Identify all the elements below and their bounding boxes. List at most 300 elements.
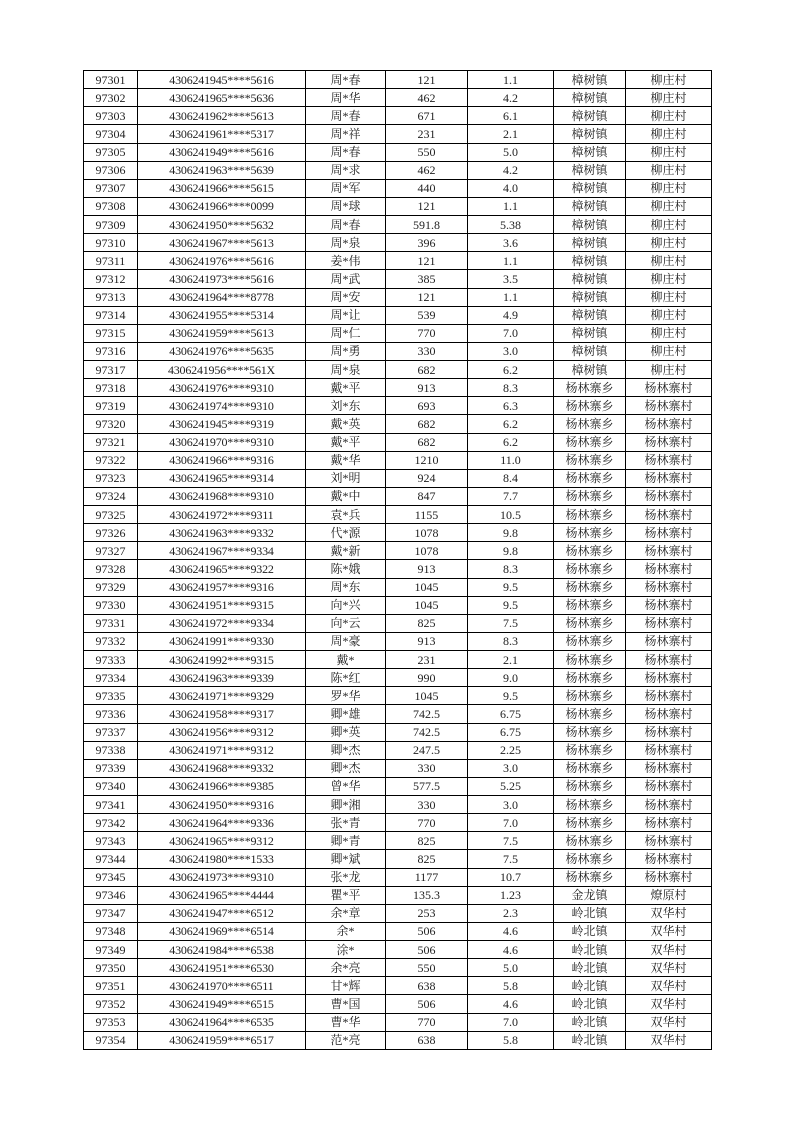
amount-cell: 638 xyxy=(386,977,468,995)
name-cell: 余*章 xyxy=(306,904,386,922)
village-cell: 柳庄村 xyxy=(626,143,712,161)
village-cell: 柳庄村 xyxy=(626,107,712,125)
amount-cell: 1155 xyxy=(386,506,468,524)
township-cell: 樟树镇 xyxy=(554,234,626,252)
table-row xyxy=(84,71,712,89)
name-cell: 张*龙 xyxy=(306,868,386,886)
township-cell: 杨林寨乡 xyxy=(554,832,626,850)
area-cell: 4.2 xyxy=(468,161,554,179)
name-cell: 戴*平 xyxy=(306,379,386,397)
area-cell: 8.3 xyxy=(468,379,554,397)
village-cell: 杨林寨村 xyxy=(626,759,712,777)
id-number-cell: 4306241973****5616 xyxy=(138,270,306,288)
name-cell: 周*军 xyxy=(306,179,386,197)
township-cell: 杨林寨乡 xyxy=(554,705,626,723)
area-cell: 6.75 xyxy=(468,705,554,723)
id-number-cell: 4306241949****5616 xyxy=(138,143,306,161)
township-cell: 岭北镇 xyxy=(554,977,626,995)
name-cell: 戴*新 xyxy=(306,542,386,560)
amount-cell: 253 xyxy=(386,904,468,922)
id-number-cell: 4306241971****9329 xyxy=(138,687,306,705)
amount-cell: 1045 xyxy=(386,596,468,614)
table-row xyxy=(84,451,712,469)
amount-cell: 693 xyxy=(386,397,468,415)
serial-number-cell: 97306 xyxy=(84,161,138,179)
township-cell: 樟树镇 xyxy=(554,252,626,270)
serial-number-cell: 97340 xyxy=(84,777,138,795)
table-row xyxy=(84,977,712,995)
area-cell: 9.5 xyxy=(468,687,554,705)
table-row xyxy=(84,796,712,814)
amount-cell: 121 xyxy=(386,71,468,89)
amount-cell: 913 xyxy=(386,560,468,578)
village-cell: 杨林寨村 xyxy=(626,578,712,596)
village-cell: 杨林寨村 xyxy=(626,723,712,741)
amount-cell: 770 xyxy=(386,324,468,342)
id-number-cell: 4306241959****6517 xyxy=(138,1031,306,1049)
area-cell: 1.1 xyxy=(468,288,554,306)
village-cell: 柳庄村 xyxy=(626,306,712,324)
id-number-cell: 4306241947****6512 xyxy=(138,904,306,922)
amount-cell: 506 xyxy=(386,995,468,1013)
village-cell: 燎原村 xyxy=(626,886,712,904)
name-cell: 刘*东 xyxy=(306,397,386,415)
township-cell: 杨林寨乡 xyxy=(554,506,626,524)
village-cell: 双华村 xyxy=(626,995,712,1013)
table-row xyxy=(84,379,712,397)
id-number-cell: 4306241992****9315 xyxy=(138,651,306,669)
id-number-cell: 4306241972****9311 xyxy=(138,506,306,524)
amount-cell: 121 xyxy=(386,197,468,215)
name-cell: 代*源 xyxy=(306,524,386,542)
amount-cell: 1078 xyxy=(386,524,468,542)
id-number-cell: 4306241965****5636 xyxy=(138,89,306,107)
amount-cell: 247.5 xyxy=(386,741,468,759)
name-cell: 向*兴 xyxy=(306,596,386,614)
serial-number-cell: 97325 xyxy=(84,506,138,524)
id-number-cell: 4306241967****5613 xyxy=(138,234,306,252)
name-cell: 卿*杰 xyxy=(306,741,386,759)
amount-cell: 1210 xyxy=(386,451,468,469)
table-row xyxy=(84,107,712,125)
village-cell: 柳庄村 xyxy=(626,234,712,252)
name-cell: 周*豪 xyxy=(306,632,386,650)
table-row xyxy=(84,959,712,977)
serial-number-cell: 97345 xyxy=(84,868,138,886)
village-cell: 杨林寨村 xyxy=(626,397,712,415)
serial-number-cell: 97322 xyxy=(84,451,138,469)
table-row xyxy=(84,560,712,578)
name-cell: 瞿*平 xyxy=(306,886,386,904)
township-cell: 樟树镇 xyxy=(554,107,626,125)
area-cell: 7.0 xyxy=(468,324,554,342)
serial-number-cell: 97342 xyxy=(84,814,138,832)
name-cell: 向*云 xyxy=(306,614,386,632)
name-cell: 卿*雄 xyxy=(306,705,386,723)
table-row xyxy=(84,614,712,632)
id-number-cell: 4306241970****9310 xyxy=(138,433,306,451)
area-cell: 10.7 xyxy=(468,868,554,886)
table-row xyxy=(84,487,712,505)
table-row xyxy=(84,361,712,379)
serial-number-cell: 97319 xyxy=(84,397,138,415)
id-number-cell: 4306241951****6530 xyxy=(138,959,306,977)
township-cell: 岭北镇 xyxy=(554,922,626,940)
area-cell: 7.5 xyxy=(468,614,554,632)
township-cell: 杨林寨乡 xyxy=(554,777,626,795)
table-row xyxy=(84,922,712,940)
id-number-cell: 4306241945****5616 xyxy=(138,71,306,89)
village-cell: 柳庄村 xyxy=(626,252,712,270)
village-cell: 双华村 xyxy=(626,922,712,940)
table-row xyxy=(84,941,712,959)
amount-cell: 1078 xyxy=(386,542,468,560)
table-row xyxy=(84,125,712,143)
area-cell: 4.6 xyxy=(468,995,554,1013)
village-cell: 杨林寨村 xyxy=(626,814,712,832)
serial-number-cell: 97309 xyxy=(84,216,138,234)
amount-cell: 990 xyxy=(386,669,468,687)
area-cell: 6.2 xyxy=(468,361,554,379)
name-cell: 戴*中 xyxy=(306,487,386,505)
serial-number-cell: 97354 xyxy=(84,1031,138,1049)
amount-cell: 742.5 xyxy=(386,723,468,741)
id-number-cell: 4306241958****9317 xyxy=(138,705,306,723)
serial-number-cell: 97305 xyxy=(84,143,138,161)
id-number-cell: 4306241957****9316 xyxy=(138,578,306,596)
township-cell: 樟树镇 xyxy=(554,143,626,161)
township-cell: 杨林寨乡 xyxy=(554,578,626,596)
table-row xyxy=(84,306,712,324)
serial-number-cell: 97304 xyxy=(84,125,138,143)
area-cell: 7.0 xyxy=(468,1013,554,1031)
amount-cell: 1177 xyxy=(386,868,468,886)
township-cell: 杨林寨乡 xyxy=(554,868,626,886)
township-cell: 杨林寨乡 xyxy=(554,524,626,542)
name-cell: 周*春 xyxy=(306,71,386,89)
village-cell: 柳庄村 xyxy=(626,197,712,215)
table-row xyxy=(84,324,712,342)
serial-number-cell: 97318 xyxy=(84,379,138,397)
township-cell: 杨林寨乡 xyxy=(554,651,626,669)
table-row xyxy=(84,632,712,650)
name-cell: 曾*华 xyxy=(306,777,386,795)
name-cell: 周*春 xyxy=(306,107,386,125)
table-row xyxy=(84,89,712,107)
village-cell: 柳庄村 xyxy=(626,71,712,89)
serial-number-cell: 97329 xyxy=(84,578,138,596)
area-cell: 4.2 xyxy=(468,89,554,107)
table-row xyxy=(84,651,712,669)
amount-cell: 462 xyxy=(386,89,468,107)
name-cell: 周*球 xyxy=(306,197,386,215)
amount-cell: 1045 xyxy=(386,578,468,596)
area-cell: 4.6 xyxy=(468,941,554,959)
serial-number-cell: 97312 xyxy=(84,270,138,288)
serial-number-cell: 97301 xyxy=(84,71,138,89)
area-cell: 3.0 xyxy=(468,759,554,777)
amount-cell: 742.5 xyxy=(386,705,468,723)
table-row xyxy=(84,415,712,433)
village-cell: 杨林寨村 xyxy=(626,651,712,669)
amount-cell: 847 xyxy=(386,487,468,505)
serial-number-cell: 97337 xyxy=(84,723,138,741)
village-cell: 柳庄村 xyxy=(626,342,712,360)
township-cell: 杨林寨乡 xyxy=(554,487,626,505)
id-number-cell: 4306241962****5613 xyxy=(138,107,306,125)
serial-number-cell: 97323 xyxy=(84,469,138,487)
name-cell: 周*华 xyxy=(306,89,386,107)
name-cell: 周*让 xyxy=(306,306,386,324)
amount-cell: 682 xyxy=(386,415,468,433)
area-cell: 9.8 xyxy=(468,542,554,560)
name-cell: 戴*英 xyxy=(306,415,386,433)
serial-number-cell: 97332 xyxy=(84,632,138,650)
township-cell: 樟树镇 xyxy=(554,71,626,89)
id-number-cell: 4306241970****6511 xyxy=(138,977,306,995)
amount-cell: 682 xyxy=(386,361,468,379)
serial-number-cell: 97349 xyxy=(84,941,138,959)
table-row xyxy=(84,234,712,252)
amount-cell: 440 xyxy=(386,179,468,197)
serial-number-cell: 97351 xyxy=(84,977,138,995)
id-number-cell: 4306241972****9334 xyxy=(138,614,306,632)
area-cell: 4.9 xyxy=(468,306,554,324)
serial-number-cell: 97341 xyxy=(84,796,138,814)
serial-number-cell: 97324 xyxy=(84,487,138,505)
area-cell: 1.23 xyxy=(468,886,554,904)
amount-cell: 330 xyxy=(386,759,468,777)
serial-number-cell: 97344 xyxy=(84,850,138,868)
name-cell: 陈*娥 xyxy=(306,560,386,578)
serial-number-cell: 97353 xyxy=(84,1013,138,1031)
village-cell: 双华村 xyxy=(626,1013,712,1031)
serial-number-cell: 97317 xyxy=(84,361,138,379)
township-cell: 樟树镇 xyxy=(554,361,626,379)
table-row xyxy=(84,596,712,614)
table-row xyxy=(84,777,712,795)
table-row xyxy=(84,814,712,832)
amount-cell: 135.3 xyxy=(386,886,468,904)
village-cell: 柳庄村 xyxy=(626,179,712,197)
amount-cell: 121 xyxy=(386,288,468,306)
serial-number-cell: 97310 xyxy=(84,234,138,252)
table-row xyxy=(84,216,712,234)
amount-cell: 462 xyxy=(386,161,468,179)
id-number-cell: 4306241976****9310 xyxy=(138,379,306,397)
area-cell: 6.3 xyxy=(468,397,554,415)
area-cell: 6.2 xyxy=(468,415,554,433)
amount-cell: 506 xyxy=(386,922,468,940)
id-number-cell: 4306241966****9385 xyxy=(138,777,306,795)
township-cell: 岭北镇 xyxy=(554,1013,626,1031)
amount-cell: 539 xyxy=(386,306,468,324)
id-number-cell: 4306241964****9336 xyxy=(138,814,306,832)
village-cell: 杨林寨村 xyxy=(626,487,712,505)
name-cell: 周*祥 xyxy=(306,125,386,143)
serial-number-cell: 97331 xyxy=(84,614,138,632)
township-cell: 樟树镇 xyxy=(554,179,626,197)
area-cell: 7.5 xyxy=(468,850,554,868)
serial-number-cell: 97347 xyxy=(84,904,138,922)
amount-cell: 682 xyxy=(386,433,468,451)
id-number-cell: 4306241949****6515 xyxy=(138,995,306,1013)
township-cell: 杨林寨乡 xyxy=(554,850,626,868)
serial-number-cell: 97326 xyxy=(84,524,138,542)
amount-cell: 577.5 xyxy=(386,777,468,795)
township-cell: 岭北镇 xyxy=(554,1031,626,1049)
amount-cell: 770 xyxy=(386,1013,468,1031)
amount-cell: 913 xyxy=(386,632,468,650)
name-cell: 卿*斌 xyxy=(306,850,386,868)
village-cell: 杨林寨村 xyxy=(626,379,712,397)
amount-cell: 231 xyxy=(386,125,468,143)
name-cell: 周*安 xyxy=(306,288,386,306)
area-cell: 5.8 xyxy=(468,1031,554,1049)
table-row xyxy=(84,759,712,777)
amount-cell: 770 xyxy=(386,814,468,832)
name-cell: 刘*明 xyxy=(306,469,386,487)
township-cell: 樟树镇 xyxy=(554,161,626,179)
area-cell: 2.1 xyxy=(468,651,554,669)
table-row xyxy=(84,542,712,560)
amount-cell: 825 xyxy=(386,614,468,632)
serial-number-cell: 97314 xyxy=(84,306,138,324)
name-cell: 戴*华 xyxy=(306,451,386,469)
name-cell: 罗*华 xyxy=(306,687,386,705)
name-cell: 余*亮 xyxy=(306,959,386,977)
serial-number-cell: 97338 xyxy=(84,741,138,759)
table-row xyxy=(84,433,712,451)
area-cell: 8.4 xyxy=(468,469,554,487)
area-cell: 9.0 xyxy=(468,669,554,687)
amount-cell: 913 xyxy=(386,379,468,397)
id-number-cell: 4306241964****6535 xyxy=(138,1013,306,1031)
area-cell: 5.38 xyxy=(468,216,554,234)
serial-number-cell: 97321 xyxy=(84,433,138,451)
township-cell: 岭北镇 xyxy=(554,941,626,959)
area-cell: 6.75 xyxy=(468,723,554,741)
name-cell: 涂* xyxy=(306,941,386,959)
village-cell: 杨林寨村 xyxy=(626,687,712,705)
table-row xyxy=(84,886,712,904)
village-cell: 杨林寨村 xyxy=(626,868,712,886)
table-row xyxy=(84,904,712,922)
name-cell: 曹*国 xyxy=(306,995,386,1013)
township-cell: 杨林寨乡 xyxy=(554,451,626,469)
village-cell: 柳庄村 xyxy=(626,89,712,107)
name-cell: 陈*红 xyxy=(306,669,386,687)
id-number-cell: 4306241966****9316 xyxy=(138,451,306,469)
serial-number-cell: 97316 xyxy=(84,342,138,360)
area-cell: 6.2 xyxy=(468,433,554,451)
serial-number-cell: 97335 xyxy=(84,687,138,705)
township-cell: 樟树镇 xyxy=(554,216,626,234)
id-number-cell: 4306241974****9310 xyxy=(138,397,306,415)
area-cell: 4.0 xyxy=(468,179,554,197)
id-number-cell: 4306241963****9339 xyxy=(138,669,306,687)
village-cell: 杨林寨村 xyxy=(626,560,712,578)
village-cell: 双华村 xyxy=(626,941,712,959)
table-row xyxy=(84,524,712,542)
name-cell: 卿*英 xyxy=(306,723,386,741)
area-cell: 5.8 xyxy=(468,977,554,995)
serial-number-cell: 97315 xyxy=(84,324,138,342)
village-cell: 杨林寨村 xyxy=(626,469,712,487)
village-cell: 杨林寨村 xyxy=(626,705,712,723)
village-cell: 杨林寨村 xyxy=(626,596,712,614)
serial-number-cell: 97313 xyxy=(84,288,138,306)
area-cell: 5.0 xyxy=(468,959,554,977)
village-cell: 杨林寨村 xyxy=(626,796,712,814)
township-cell: 杨林寨乡 xyxy=(554,596,626,614)
township-cell: 杨林寨乡 xyxy=(554,723,626,741)
table-row xyxy=(84,995,712,1013)
id-number-cell: 4306241959****5613 xyxy=(138,324,306,342)
table-row xyxy=(84,669,712,687)
serial-number-cell: 97334 xyxy=(84,669,138,687)
serial-number-cell: 97343 xyxy=(84,832,138,850)
area-cell: 2.1 xyxy=(468,125,554,143)
serial-number-cell: 97308 xyxy=(84,197,138,215)
township-cell: 樟树镇 xyxy=(554,270,626,288)
name-cell: 余* xyxy=(306,922,386,940)
area-cell: 9.5 xyxy=(468,578,554,596)
id-number-cell: 4306241984****6538 xyxy=(138,941,306,959)
id-number-cell: 4306241951****9315 xyxy=(138,596,306,614)
township-cell: 杨林寨乡 xyxy=(554,560,626,578)
area-cell: 3.0 xyxy=(468,342,554,360)
village-cell: 杨林寨村 xyxy=(626,542,712,560)
table-row xyxy=(84,397,712,415)
township-cell: 樟树镇 xyxy=(554,324,626,342)
township-cell: 杨林寨乡 xyxy=(554,614,626,632)
township-cell: 杨林寨乡 xyxy=(554,814,626,832)
serial-number-cell: 97327 xyxy=(84,542,138,560)
amount-cell: 591.8 xyxy=(386,216,468,234)
village-cell: 杨林寨村 xyxy=(626,632,712,650)
amount-cell: 330 xyxy=(386,796,468,814)
table-row xyxy=(84,161,712,179)
id-number-cell: 4306241966****0099 xyxy=(138,197,306,215)
area-cell: 5.0 xyxy=(468,143,554,161)
table-row xyxy=(84,506,712,524)
table-row xyxy=(84,687,712,705)
area-cell: 7.0 xyxy=(468,814,554,832)
township-cell: 杨林寨乡 xyxy=(554,542,626,560)
serial-number-cell: 97339 xyxy=(84,759,138,777)
id-number-cell: 4306241968****9332 xyxy=(138,759,306,777)
amount-cell: 396 xyxy=(386,234,468,252)
id-number-cell: 4306241967****9334 xyxy=(138,542,306,560)
village-cell: 杨林寨村 xyxy=(626,506,712,524)
township-cell: 杨林寨乡 xyxy=(554,415,626,433)
area-cell: 1.1 xyxy=(468,197,554,215)
township-cell: 樟树镇 xyxy=(554,288,626,306)
village-cell: 杨林寨村 xyxy=(626,415,712,433)
id-number-cell: 4306241965****9312 xyxy=(138,832,306,850)
id-number-cell: 4306241961****5317 xyxy=(138,125,306,143)
id-number-cell: 4306241971****9312 xyxy=(138,741,306,759)
id-number-cell: 4306241968****9310 xyxy=(138,487,306,505)
name-cell: 周*东 xyxy=(306,578,386,596)
id-number-cell: 4306241945****9319 xyxy=(138,415,306,433)
area-cell: 5.25 xyxy=(468,777,554,795)
table-row xyxy=(84,252,712,270)
township-cell: 金龙镇 xyxy=(554,886,626,904)
township-cell: 杨林寨乡 xyxy=(554,687,626,705)
id-number-cell: 4306241991****9330 xyxy=(138,632,306,650)
